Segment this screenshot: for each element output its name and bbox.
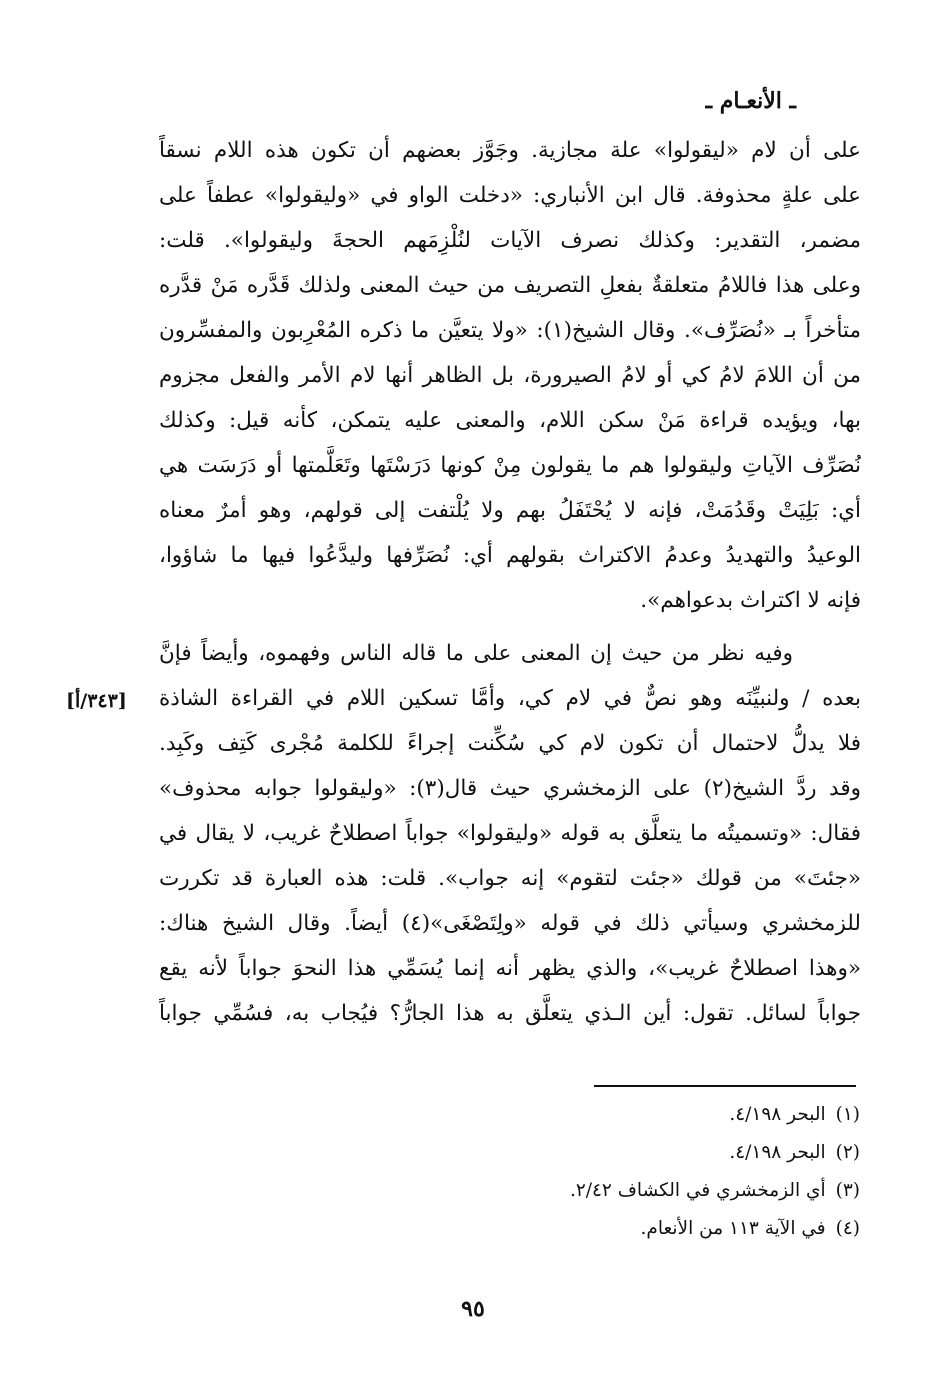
- text-line: بها، ويؤيده قراءة مَنْ سكن اللام، والمعنى عليه يتمكن، كأنه قيل: وكذلك: [159, 408, 861, 433]
- text-line: متأخراً بـ «نُصَرِّف». وقال الشيخ(١): «ولا يتعيَّن ما ذكره المُعْرِبون والمفسِّرون: [159, 318, 861, 343]
- manuscript-folio-ref: [٣٤٣/أ]: [66, 690, 127, 712]
- footnote-text: في الآية ١١٣ من الأنعام.: [640, 1218, 826, 1239]
- text-line: فلا يدلُّ لاحتمال أن تكون لام كي سُكِّنت إجراءً للكلمة مُجْرى كَتِف وكَبِد.: [159, 731, 861, 756]
- page-number: ٩٥: [461, 1296, 485, 1322]
- text-line: فقال: «وتسميتُه ما يتعلَّق به قوله «وليقولوا» جواباً اصطلاحٌ غريب، لا يقال في: [159, 821, 861, 846]
- text-line: أي: بَلِيَتْ وقَدُمَتْ، فإنه لا يُحْتَفَلُ بهم ولا يُلْتفت إلى قولهم، وهو أمرٌ معناه: [159, 498, 861, 523]
- footnotes: [260, 1096, 860, 1248]
- text-line: للزمخشري وسيأتي ذلك في قوله «ولِتَصْغَى»(٤) أيضاً. وقال الشيخ هناك:: [159, 911, 861, 936]
- footnote-text: البحر ٤/١٩٨.: [729, 1142, 826, 1163]
- footnote-number: (٤): [835, 1218, 860, 1239]
- footnote: [260, 1134, 860, 1172]
- text-line: مضمر، التقدير: وكذلك نصرف الآيات لنُلْزِمَهم الحجةَ وليقولوا». قلت:: [159, 228, 861, 253]
- footnote: [260, 1210, 860, 1248]
- text-line: بعده / ولنبيِّنَه وهو نصٌّ في لام كي، وأمَّا تسكين اللام في القراءة الشاذة: [159, 686, 861, 711]
- text-line: فإنه لا اكتراث بدعواهم».: [640, 588, 861, 613]
- footnote: [260, 1096, 860, 1134]
- running-header: ـ الأنعـام ـ: [705, 88, 796, 114]
- text-line: «جئتَ» من قولك «جئت لتقوم» إنه جواب». قلت: هذه العبارة قد تكررت: [159, 866, 861, 891]
- main-text: [159, 128, 861, 1036]
- text-line: جواباً لسائل. تقول: أين الـذي يتعلَّق به هذا الجارُّ؟ فيُجاب به، فسُمِّي جواباً: [159, 1001, 861, 1026]
- footnote-separator: [594, 1085, 856, 1087]
- footnote-number: (٣): [835, 1180, 860, 1201]
- text-line: وفيه نظر من حيث إن المعنى على ما قاله الناس وفهموه، وأيضاً فإنَّ: [159, 641, 793, 666]
- text-line: «وهذا اصطلاحٌ غريب»، والذي يظهر أنه إنما يُسَمِّي هذا النحوَ جواباً لأنه يقع: [159, 956, 861, 981]
- footnote-text: أي الزمخشري في الكشاف ٢/٤٢.: [569, 1180, 826, 1201]
- text-line: وقد ردَّ الشيخ(٢) على الزمخشري حيث قال(٣): «وليقولوا جوابه محذوف»: [159, 776, 861, 801]
- text-line: وعلى هذا فاللامُ متعلقةٌ بفعلِ التصريف من حيث المعنى ولذلك قَدَّره مَنْ قدَّره: [159, 273, 861, 298]
- text-line: على أن لام «ليقولوا» علة مجازية. وجَوَّز بعضهم أن تكون هذه اللام نسقاً: [159, 138, 861, 163]
- footnote-number: (٢): [835, 1142, 860, 1163]
- text-line: الوعيدُ والتهديدُ وعدمُ الاكتراث بقولهم أي: نُصَرِّفها وليدَّعُوا فيها ما شاؤوا،: [159, 543, 861, 568]
- text-line: نُصَرِّف الآياتِ وليقولوا هم ما يقولون مِنْ كونها دَرَسْتَها وتَعَلَّمتها أو دَرَسَت هي: [159, 453, 861, 478]
- text-line: من أن اللامَ لامُ كي أو لامُ الصيرورة، بل الظاهر أنها لام الأمر والفعل مجزوم: [159, 363, 861, 388]
- footnote-number: (١): [835, 1104, 860, 1125]
- footnote: [260, 1172, 860, 1210]
- footnote-text: البحر ٤/١٩٨.: [729, 1104, 826, 1125]
- text-line: على علةٍ محذوفة. قال ابن الأنباري: «دخلت الواو في «وليقولوا» عطفاً على: [159, 183, 861, 208]
